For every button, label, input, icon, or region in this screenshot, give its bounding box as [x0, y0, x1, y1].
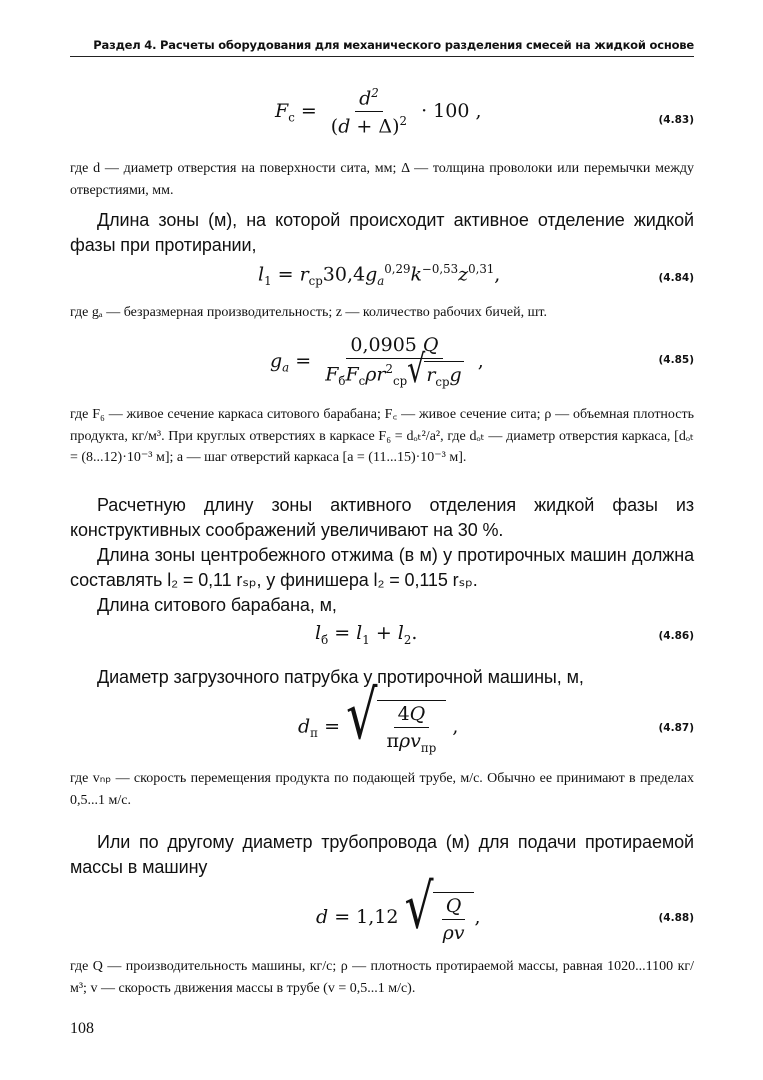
- header-rule: [70, 56, 694, 57]
- equation-4-88-number: (4.88): [658, 912, 694, 924]
- equation-4-83: [70, 86, 694, 158]
- design-increase: Расчетную длину зоны активного отделения жидкой фазы из конструктивных соображений увеличивают на 30 %.: [70, 495, 694, 540]
- equation-4-83-number: (4.83): [658, 114, 694, 126]
- zone-length-intro: Длина зоны (м), на которой происходит активное отделение жидкой фазы при протирании,: [70, 210, 694, 255]
- pipeline-diameter-intro: Или по другому диаметр трубопровода (м) для подачи протираемой массы в машину: [70, 832, 694, 877]
- running-title: Раздел 4. Расчеты оборудования для механического разделения смесей на жидкой основе: [93, 38, 694, 52]
- where-4-83: где d — диаметр отверстия на поверхности сита, мм; Δ — толщина проволоки или перемычки между отверстиями, мм.: [70, 161, 694, 198]
- centrifugal-zone-length: Длина зоны центробежного отжима (в м) у протирочных машин должна составлять l₂ = 0,11 rₛₚ, у финишера l₂ = 0,115 rₛₚ.: [70, 545, 694, 590]
- equation-4-84-formula: $l_1 = r_{ср}30,4g_a^{0,29}k^{-0,53}z^{0,31}$,: [258, 262, 501, 289]
- equation-4-86-number: (4.86): [658, 630, 694, 642]
- equation-4-88: [70, 870, 694, 948]
- equation-4-85-number: (4.85): [658, 354, 694, 366]
- inlet-diameter-intro: Диаметр загрузочного патрубка у протирочной машины, м,: [97, 667, 584, 687]
- equation-4-86: [70, 622, 694, 652]
- equation-4-85: [70, 334, 694, 400]
- equation-4-83-formula: $F_с$ = $\frac{d^2}{(d + \Delta)^2}$ · 100 ,: [275, 86, 482, 138]
- equation-4-88-formula: d = 1,12 √ $\frac{Q}{\rho v}$ ,: [316, 870, 481, 944]
- equation-4-84-number: (4.84): [658, 272, 694, 284]
- equation-4-86-formula: $l_б = l_1 + l_2$.: [315, 622, 418, 647]
- equation-4-87-formula: $d_п$ = √ $\frac{4Q}{\pi\rho v_{пр}}$ ,: [298, 675, 459, 755]
- where-4-88: где Q — производительность машины, кг/с; ρ — плотность протираемой массы, равная 1020...1100 кг/м³; v — скорость движения массы в трубе (v = 0,5...1 м/с).: [70, 959, 694, 996]
- page-number: 108: [70, 1020, 94, 1037]
- drum-length-intro: Длина ситового барабана, м,: [97, 595, 337, 615]
- where-4-87: где vₙₚ — скорость перемещения продукта по подающей трубе, м/с. Обычно ее принимают в пределах 0,5...1 м/с.: [70, 771, 694, 808]
- equation-4-87-number: (4.87): [658, 722, 694, 734]
- where-4-85: где F₆ — живое сечение каркаса ситового барабана; F꜀ — живое сечение сита; ρ — объемная плотность продукта, кг/м³. При круглых отверстиях в каркасе F₆ = dₒₜ²/a², где dₒₜ — диаметр отверстия каркаса, [dₒₜ = (8...12)·10⁻³ м]; a — шаг отверстий каркаса [a = (11...15)·10⁻³ м].: [70, 407, 694, 465]
- equation-4-85-formula: $g_a$ = 0,0905 Q $F_бF_с\rho r^2_{ср}$ √ $r_{ср}g$ ,: [270, 334, 484, 392]
- equation-4-84: [70, 262, 694, 292]
- where-4-84: где gₐ — безразмерная производительность; z — количество рабочих бичей, шт.: [70, 305, 547, 320]
